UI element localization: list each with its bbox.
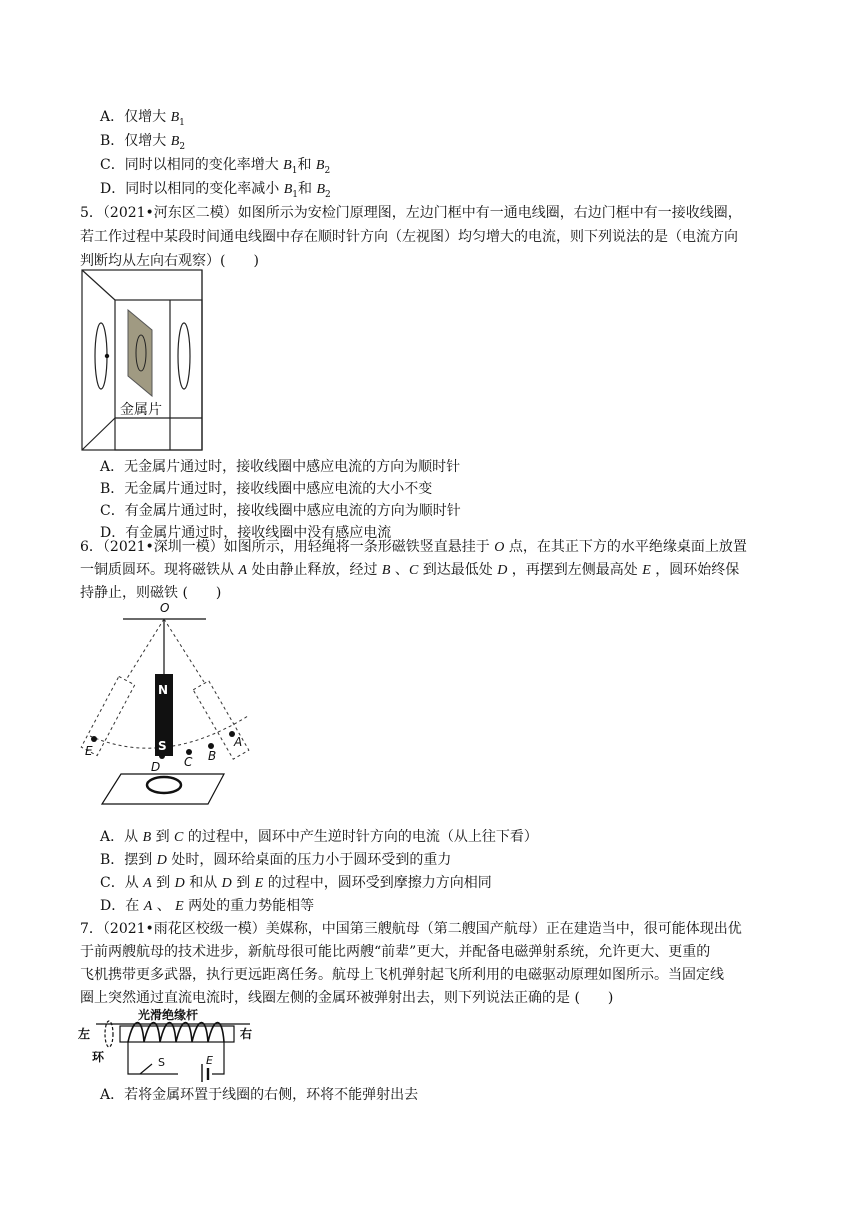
rod-label: 光滑绝缘杆 bbox=[138, 1008, 199, 1022]
coil-terminal-dot bbox=[105, 354, 109, 358]
table-surface bbox=[102, 774, 224, 804]
magnet-north-half bbox=[155, 674, 173, 720]
point-b-label: B bbox=[208, 749, 217, 763]
q6-option-a: A．从 B 到 C 的过程中，圆环中产生逆时针方向的电流（从上往下看） bbox=[100, 829, 538, 845]
q6-pendulum-magnet-figure bbox=[78, 598, 258, 808]
q4-option-b: B．仅增大 $B_2$ bbox=[100, 133, 186, 152]
q6-option-d: D．在 A 、 E 两处的重力势能相等 bbox=[100, 898, 315, 914]
q6-stem-line-2: 一铜质圆环。现将磁铁从 A 处由静止释放，经过 B 、C 到达最低处 D ，再摆到左侧最高处 E ，圆环始终保 bbox=[80, 562, 740, 578]
point-e-label: E bbox=[85, 744, 93, 758]
pivot-o-label: O bbox=[160, 601, 170, 615]
metal-ring-icon bbox=[105, 1021, 113, 1047]
q7-stem-line-4: 圈上突然通过直流电流时，线圈左侧的金属环被弹射出去，则下列说法正确的是 ( ) bbox=[80, 990, 614, 1006]
switch-icon bbox=[140, 1064, 152, 1074]
ring-label: 环 bbox=[92, 1050, 105, 1064]
q5-option-a: A．无金属片通过时，接收线圈中感应电流的方向为顺时针 bbox=[100, 459, 461, 475]
q4-option-c: C．同时以相同的变化率增大 $B_1$和 $B_2$ bbox=[100, 157, 331, 176]
right-label: 右 bbox=[240, 1027, 253, 1041]
q5-option-c: C．有金属片通过时，接收线圈中感应电流的方向为顺时针 bbox=[100, 503, 461, 519]
point-c-label: C bbox=[184, 755, 193, 769]
metal-sheet-icon bbox=[128, 310, 152, 396]
q6-option-b: B．摆到 D 处时，圆环给桌面的压力小于圆环受到的重力 bbox=[100, 852, 452, 868]
q5-option-b: B．无金属片通过时，接收线圈中感应电流的大小不变 bbox=[100, 481, 433, 497]
q7-option-a: A．若将金属环置于线圈的右侧，环将不能弹射出去 bbox=[100, 1087, 419, 1103]
left-label: 左 bbox=[78, 1027, 91, 1041]
q4-option-d: D．同时以相同的变化率减小 $B_1$和 $B_2$ bbox=[100, 181, 331, 200]
q6-stem-line-3: 持静止，则磁铁 ( ) bbox=[80, 585, 222, 601]
q7-electromagnetic-launcher-figure bbox=[78, 1006, 278, 1082]
q5-option-d: D．有金属片通过时，接收线圈中没有感应电流 bbox=[100, 525, 392, 541]
q4-option-a: A．仅增大 $B_1$ bbox=[100, 109, 185, 128]
receive-coil-icon bbox=[178, 323, 190, 389]
q5-stem-line-3: 判断均从左向右观察）( ) bbox=[80, 253, 259, 269]
q5-security-gate-figure bbox=[80, 268, 205, 453]
q6-option-c: C．从 A 到 D 和从 D 到 E 的过程中，圆环受到摩擦力方向相同 bbox=[100, 875, 492, 891]
point-a-label: A bbox=[234, 735, 243, 749]
point-d-dot bbox=[159, 753, 165, 759]
south-pole-label: S bbox=[158, 739, 167, 753]
switch-label: S bbox=[158, 1056, 165, 1069]
metal-sheet-label: 金属片 bbox=[120, 402, 162, 418]
copper-ring-icon bbox=[147, 777, 181, 793]
point-d-label: D bbox=[151, 760, 161, 774]
north-pole-label: N bbox=[158, 683, 169, 697]
q6-stem-line-1: 6．（2021•深圳一模）如图所示，用轻绳将一条形磁铁竖直悬挂于 O 点，在其正下方的水平绝缘桌面上放置 bbox=[80, 539, 747, 555]
q5-stem-line-2: 若工作过程中某段时间通电线圈中存在顺时针方向（左视图）均匀增大的电流，则下列说法的是（电流方向 bbox=[80, 229, 738, 245]
q7-stem-line-1: 7．（2021•雨花区校级一模）美媒称，中国第三艘航母（第二艘国产航母）正在建造当中，很可能体现出优 bbox=[80, 921, 742, 937]
battery-label: E bbox=[206, 1054, 213, 1067]
q5-stem-line-1: 5．（2021•河东区二模）如图所示为安检门原理图，左边门框中有一通电线圈，右边门框中有一接收线圈， bbox=[80, 205, 742, 221]
q7-stem-line-3: 飞机携带更多武器，执行更远距离任务。航母上飞机弹射起飞所利用的电磁驱动原理如图所示。当固定线 bbox=[80, 967, 724, 983]
q7-stem-line-2: 于前两艘航母的技术进步，新航母很可能比两艘“前辈”更大，并配备电磁弹射系统，允许更大、更重的 bbox=[80, 944, 711, 960]
point-e-dot bbox=[91, 736, 97, 742]
